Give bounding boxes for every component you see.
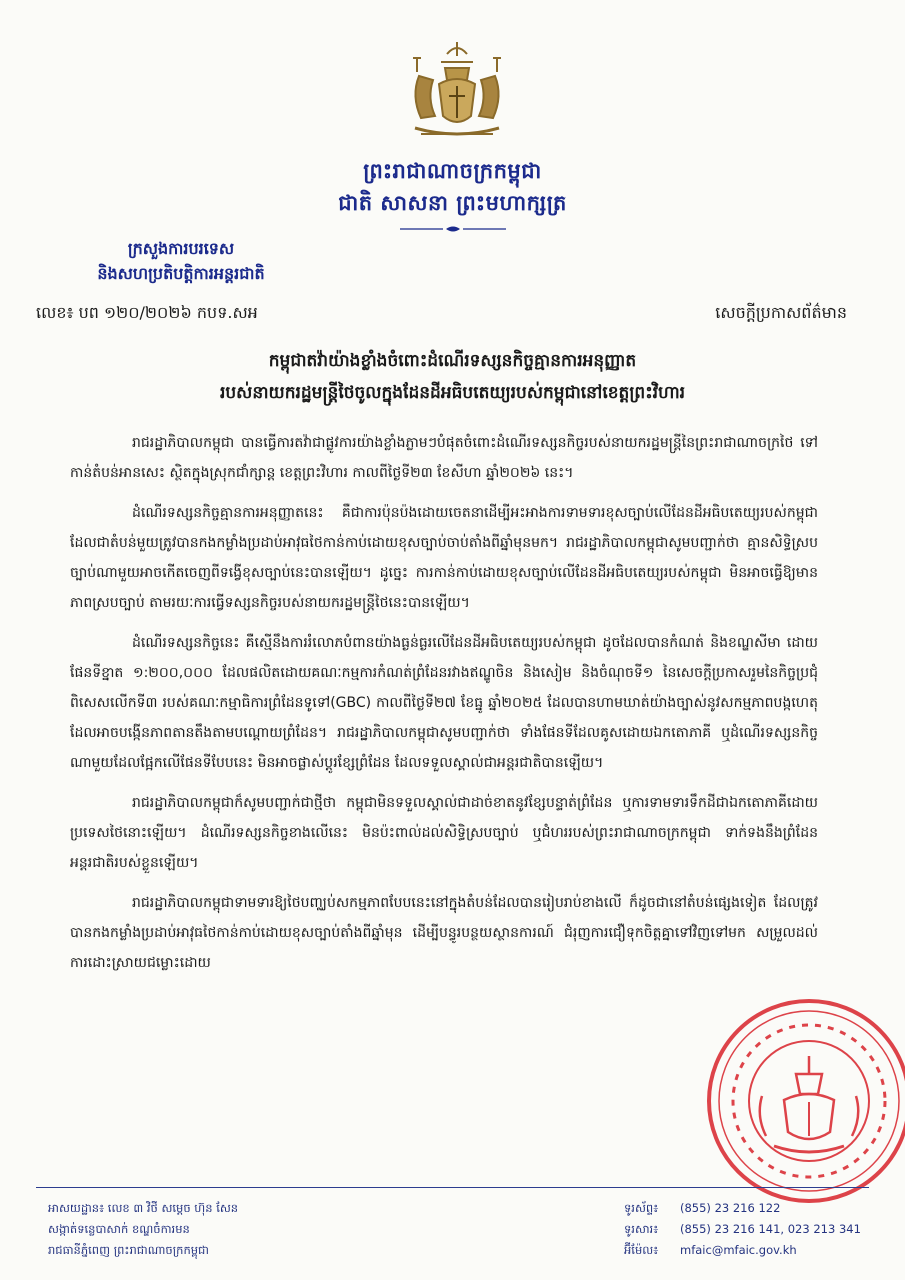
footer-address bbox=[48, 1198, 238, 1261]
fax-value: (855) 23 216 141, 023 213 341 bbox=[680, 1222, 861, 1236]
footer-divider bbox=[36, 1187, 869, 1188]
phone-value: (855) 23 216 122 bbox=[680, 1201, 781, 1215]
paragraph-4: រាជរដ្ឋាភិបាលកម្ពុជាក៏សូមបញ្ជាក់ជាថ្មីថា កម្ពុជាមិនទទួលស្គាល់ជាដាច់ខាតនូវខ្សែបន្ទាត់ព្រំដែន ឬការទាមទារទឹកដីជាឯកតោភាគីដោយប្រទេសថៃនោះឡើយ។ ដំណើរទស្សនកិច្ចខាងលើនេះ មិនប៉ះពាល់ដល់សិទ្ធិស្របច្បាប់ ឬជំហររបស់ព្រះរាជាណាចក្រកម្ពុជា ទាក់ទងនឹងព្រំដែនអន្តរជាតិរបស់ខ្លួនឡើយ។ bbox=[70, 795, 818, 871]
address-line: អាសយដ្ឋាន៖ លេខ ៣ វិថី សម្តេច ហ៊ុន សែន bbox=[48, 1201, 239, 1215]
ornament-divider-icon bbox=[398, 224, 508, 234]
ministry-seal-icon bbox=[704, 996, 905, 1206]
ministry-name-line2: និងសហប្រតិបត្តិការអន្តរជាតិ bbox=[97, 264, 265, 283]
contact-fax bbox=[624, 1219, 861, 1240]
paragraph-5: រាជរដ្ឋាភិបាលកម្ពុជាទាមទារឱ្យថៃបញ្ឈប់សកម្មភាពបែបនេះនៅក្នុងតំបន់ដែលបានរៀបរាប់ខាងលើ ក៏ដូចជានៅតំបន់ផ្សេងទៀត ដែលត្រូវបានកងកម្លាំងប្រដាប់អាវុធថៃកាន់កាប់ដោយខុសច្បាប់តាំងពីឆ្នាំមុន ដើម្បីបន្ធូរបន្ថយស្ថានការណ៍ ជំរុញការជឿទុកចិត្តគ្នាទៅវិញទៅមក សម្រួលដល់ការដោះស្រាយជម្លោះដោយ bbox=[70, 895, 818, 971]
email-label: អ៊ីម៉ែល៖ bbox=[624, 1243, 659, 1257]
reference-number: លេខ៖ បព ១២០/២០២៦ កបទ.សអ bbox=[36, 303, 258, 322]
national-motto: ជាតិ សាសនា ព្រះមហាក្សត្រ bbox=[338, 191, 567, 215]
phone-label: ទូរស័ព្ទ៖ bbox=[624, 1201, 659, 1215]
footer-contact bbox=[624, 1198, 861, 1261]
document-title-line2: របស់នាយករដ្ឋមន្ត្រីថៃចូលក្នុងដែនដីអធិបតេយ្យរបស់កម្ពុជានៅខេត្តព្រះវិហារ bbox=[219, 383, 686, 403]
address-line: សង្កាត់ទន្លេបាសាក់ ខណ្ឌចំការមន bbox=[48, 1222, 190, 1236]
kingdom-name: ព្រះរាជាណាចក្រកម្ពុជា bbox=[363, 159, 542, 183]
ministry-name: ក្រសួងការបរទេស bbox=[127, 239, 235, 258]
document-title: កម្ពុជាតវ៉ាយ៉ាងខ្លាំងចំពោះដំណើរទស្សនកិច្ចគ្មានការអនុញ្ញាត bbox=[268, 351, 637, 371]
address-line: រាជធានីភ្នំពេញ ព្រះរាជាណាចក្រកម្ពុជា bbox=[48, 1243, 209, 1257]
contact-phone bbox=[624, 1198, 861, 1219]
email-link[interactable]: mfaic@mfaic.gov.kh bbox=[680, 1243, 797, 1257]
paragraph-2: ដំណើរទស្សនកិច្ចគ្មានការអនុញ្ញាតនេះ គឺជាការប៉ុនប៉ងដោយចេតនាដើម្បីអះអាងការទាមទារខុសច្បាប់លើដែនដីអធិបតេយ្យរបស់កម្ពុជា ដែលជាតំបន់មួយត្រូវបានកងកម្លាំងប្រដាប់អាវុធថៃកាន់កាប់ដោយខុសច្បាប់ចាប់តាំងពីឆ្នាំមុនមក។ រាជរដ្ឋាភិបាលកម្ពុជាសូមបញ្ជាក់ថា គ្មានសិទ្ធិស្របច្បាប់ណាមួយអាចកើតចេញពីទង្វើខុសច្បាប់នេះបានឡើយ។ ដូច្នេះ ការកាន់កាប់ដោយខុសច្បាប់លើដែនដីអធិបតេយ្យរបស់កម្ពុជា មិនអាចធ្វើឱ្យមានភាពស្របច្បាប់ តាមរយៈការធ្វើទស្សនកិច្ចរបស់នាយករដ្ឋមន្ត្រីថៃនេះបានឡើយ។ bbox=[70, 505, 818, 611]
document-body bbox=[70, 428, 818, 988]
paragraph-1: រាជរដ្ឋាភិបាលកម្ពុជា បានធ្វើការតវ៉ាជាផ្លូវការយ៉ាងខ្លាំងភ្លាមៗបំផុតចំពោះដំណើរទស្សនកិច្ចរបស់នាយករដ្ឋមន្ត្រីនៃព្រះរាជាណាចក្រថៃ ទៅកាន់តំបន់អានសេះ ស្ថិតក្នុងស្រុកជាំក្សាន្ត ខេត្តព្រះវិហារ កាលពីថ្ងៃទី២៣ ខែសីហា ឆ្នាំ២០២៦ នេះ។ bbox=[70, 435, 818, 481]
document-type: សេចក្តីប្រកាសព័ត៌មាន bbox=[715, 303, 847, 322]
contact-email bbox=[624, 1240, 861, 1261]
paragraph-3: ដំណើរទស្សនកិច្ចនេះ គឺស្មើនឹងការរំលោភបំពានយ៉ាងធ្ងន់ធ្ងរលើដែនដីអធិបតេយ្យរបស់កម្ពុជា ដូចដែលបានកំណត់ និងខណ្ឌសីមា ដោយផែនទីខ្នាត ១:២០០,០០០ ដែលផលិតដោយគណៈកម្មការកំណត់ព្រំដែនរវាងឥណ្ឌូចិន និងសៀម និងចំណុចទី១ នៃសេចក្តីប្រកាសរួមនៃកិច្ចប្រជុំពិសេសលើកទី៣ របស់គណៈកម្មាធិការព្រំដែនទូទៅ(GBC) កាលពីថ្ងៃទី២៧ ខែធ្នូ ឆ្នាំ២០២៥ ដែលបានហាមឃាត់យ៉ាងច្បាស់នូវសកម្មភាពបង្កហេតុដែលអាចបង្កើនភាពតានតឹងតាមបណ្តោយព្រំដែន។ រាជរដ្ឋាភិបាលកម្ពុជាសូមបញ្ជាក់ថា ទាំងផែនទីដែលគូសដោយឯកតោភាគី ឬដំណើរទស្សនកិច្ចណាមួយដែលផ្អែកលើផែនទីបែបនេះ មិនអាចផ្លាស់ប្តូរខ្សែព្រំដែន ដែលទទួលស្គាល់ជាអន្តរជាតិបានឡើយ។ bbox=[70, 635, 818, 771]
fax-label: ទូរសារ៖ bbox=[624, 1222, 659, 1236]
royal-coat-of-arms-icon bbox=[397, 36, 517, 146]
